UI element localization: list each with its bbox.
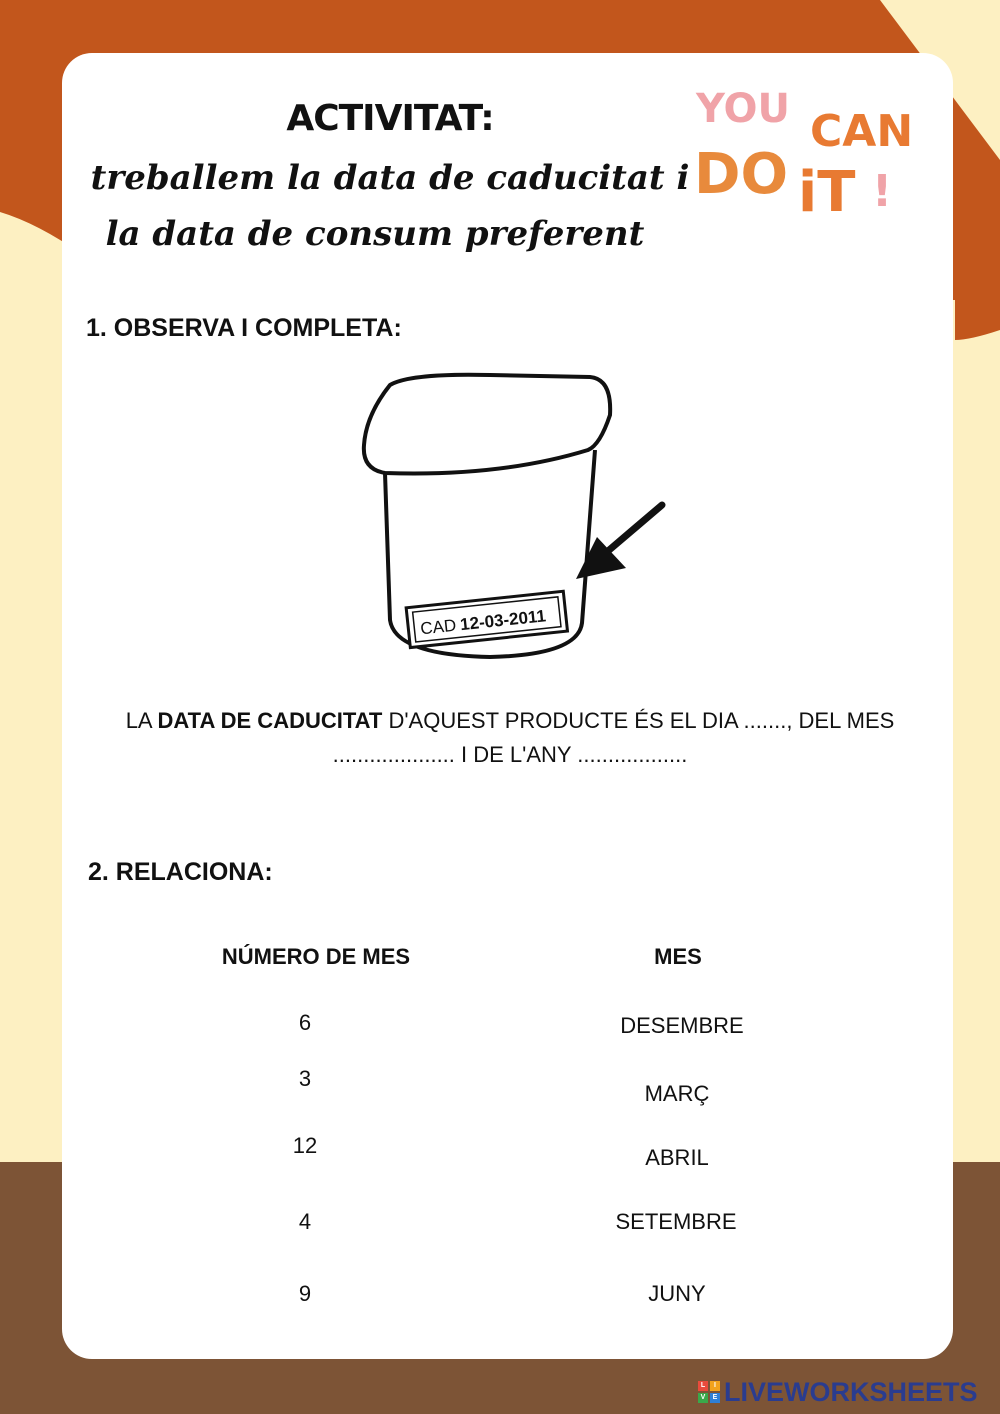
column-header-month: MES — [654, 944, 702, 969]
liveworksheets-logo — [698, 1376, 978, 1408]
month-name-item[interactable]: MARÇ — [644, 1081, 710, 1106]
you-can-do-it-badge — [688, 82, 928, 232]
logo-letter: E — [710, 1393, 720, 1403]
badge-word-can: CAN — [810, 106, 914, 157]
expiry-label-prefix: CAD — [419, 615, 458, 639]
month-number-item[interactable]: 12 — [292, 1133, 318, 1158]
sentence-part-1: LA — [125, 708, 158, 733]
badge-exclamation: ! — [872, 166, 893, 217]
logo-letter: L — [698, 1381, 708, 1391]
logo-text: LIVEWORKSHEETS — [724, 1376, 978, 1407]
arrow-shaft — [608, 505, 662, 551]
title-line-1: treballem la data de caducitat i — [90, 158, 690, 198]
logo-letter: I — [710, 1381, 720, 1391]
yogurt-cup-illustration — [350, 365, 680, 665]
month-number-item[interactable]: 3 — [298, 1066, 312, 1091]
month-name-item[interactable]: DESEMBRE — [620, 1013, 744, 1038]
badge-word-do: DO — [694, 142, 789, 207]
badge-word-it: iT — [798, 160, 856, 225]
section-2-heading: 2. RELACIONA: — [88, 858, 273, 886]
sentence-bold: DATA DE CADUCITAT — [157, 708, 383, 733]
month-number-item[interactable]: 9 — [298, 1281, 312, 1306]
section-1-heading: 1. OBSERVA I COMPLETA: — [86, 314, 402, 342]
month-number-item[interactable]: 4 — [298, 1209, 312, 1234]
title-main: ACTIVITAT: — [286, 98, 494, 139]
title-line-2: la data de consum preferent — [105, 214, 645, 254]
month-name-item[interactable]: ABRIL — [645, 1145, 709, 1170]
month-name-item[interactable]: JUNY — [648, 1281, 706, 1306]
month-number-item[interactable]: 6 — [298, 1010, 312, 1035]
logo-grid-icon — [698, 1381, 720, 1403]
sentence-part-2: D'AQUEST PRODUCTE ÉS EL DIA ......., DEL MES .................... I DE L'ANY .................. — [332, 708, 895, 767]
fill-in-sentence — [80, 704, 940, 772]
logo-letter: V — [698, 1393, 708, 1403]
expiry-label-date: 12-03-2011 — [459, 606, 547, 635]
column-header-number: NÚMERO DE MES — [221, 944, 411, 969]
badge-word-you: YOU — [696, 86, 791, 132]
month-name-item[interactable]: SETEMBRE — [615, 1209, 737, 1234]
